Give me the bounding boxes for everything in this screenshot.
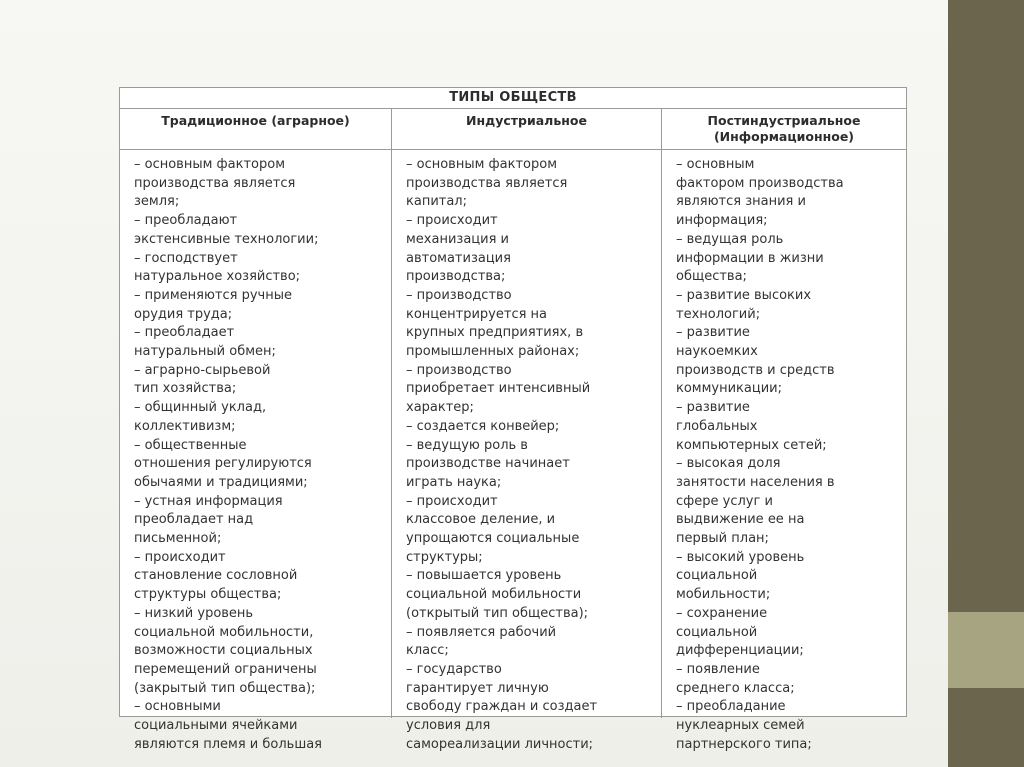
table-cell-line: становление сословной bbox=[134, 568, 298, 584]
table-cell-line: промышленных районах; bbox=[406, 344, 580, 360]
table-cell-line: занятости населения в bbox=[676, 474, 835, 490]
table-cell-line: – господствует bbox=[134, 250, 238, 266]
table-cell-line: тип хозяйства; bbox=[134, 381, 237, 397]
table-cell-line: – ведущую роль в bbox=[406, 437, 528, 453]
table-cell-line: гарантирует личную bbox=[406, 680, 549, 696]
table-cell-line: – аграрно-сырьевой bbox=[134, 362, 271, 378]
table-cell-line: – устная информация bbox=[134, 493, 283, 509]
column-traditional bbox=[120, 150, 391, 752]
table-cell-line: самореализации личности; bbox=[406, 736, 594, 752]
table-cell-line: земля; bbox=[134, 194, 180, 210]
table-cell-line: – основным фактором bbox=[134, 157, 286, 172]
table-cell-line: натуральный обмен; bbox=[134, 344, 276, 360]
table-cell-line: отношения регулируются bbox=[134, 456, 312, 472]
table-cell-line: мобильности; bbox=[676, 587, 771, 603]
table-cell-line: – преобладают bbox=[134, 213, 238, 229]
table-cell-line: являются знания и bbox=[676, 194, 806, 210]
table-cell-line: социальной мобильности bbox=[406, 587, 582, 603]
column-industrial bbox=[391, 150, 661, 752]
table-cell-line: производства является bbox=[134, 175, 296, 191]
table-cell-line: – низкий уровень bbox=[134, 605, 254, 621]
table-cell-line: информация; bbox=[676, 213, 768, 229]
table-cell-line: – общественные bbox=[134, 437, 247, 453]
table-title: ТИПЫ ОБЩЕСТВ bbox=[120, 88, 906, 109]
table-cell-line: партнерского типа; bbox=[676, 736, 812, 752]
table-cell-line: коммуникации; bbox=[676, 381, 783, 397]
table-cell-line: класс; bbox=[406, 643, 449, 659]
table-cell-line: обычаями и традициями; bbox=[134, 474, 308, 490]
table-cell-line: производства является bbox=[406, 175, 568, 191]
table-cell-line: – производство bbox=[406, 287, 512, 303]
table-cell-line: дифференциации; bbox=[676, 643, 804, 659]
table-cell-line: общества; bbox=[676, 269, 747, 285]
table-cell-line: крупных предприятиях, в bbox=[406, 325, 584, 341]
table-cell-line: глобальных bbox=[676, 418, 758, 434]
table-cell-line: натуральное хозяйство; bbox=[134, 269, 301, 285]
table-cell-line: – производство bbox=[406, 362, 512, 378]
table-cell-line: – применяются ручные bbox=[134, 287, 292, 303]
header-postindustrial: Постиндустриальное (Информационное) bbox=[661, 109, 906, 149]
table-cell-line: – развитие высоких bbox=[676, 287, 812, 303]
table-cell-line: социальной мобильности, bbox=[134, 624, 314, 640]
table-cell-line: приобретает интенсивный bbox=[406, 381, 591, 397]
table-cell-line: концентрируется на bbox=[406, 306, 548, 322]
table-cell-line: преобладает над bbox=[134, 512, 254, 528]
table-cell-line: – развитие bbox=[676, 325, 750, 341]
table-cell-line: – создается конвейер; bbox=[406, 418, 560, 434]
table-cell-line: характер; bbox=[406, 400, 474, 416]
table-cell-line: социальной bbox=[676, 624, 758, 640]
societies-table bbox=[119, 87, 907, 752]
table-cell-line: являются племя и большая bbox=[134, 736, 322, 752]
column-postindustrial bbox=[661, 150, 906, 752]
table-cell-line: – высокий уровень bbox=[676, 549, 805, 565]
slide-side-accent bbox=[948, 612, 1024, 688]
table-cell-line: – повышается уровень bbox=[406, 568, 562, 584]
table-cell-line: механизация и bbox=[406, 231, 509, 247]
table-cell-line: первый план; bbox=[676, 531, 769, 547]
header-industrial: Индустриальное bbox=[391, 109, 661, 149]
table-cell-line: – появляется рабочий bbox=[406, 624, 557, 640]
table-cell-line: производства; bbox=[406, 269, 506, 285]
table-cell-line: экстенсивные технологии; bbox=[134, 231, 319, 247]
table-cell-line: упрощаются социальные bbox=[406, 531, 580, 547]
table-cell-line: письменной; bbox=[134, 531, 222, 547]
header-traditional: Традиционное (аграрное) bbox=[161, 113, 350, 128]
table-cell-line: – высокая доля bbox=[676, 456, 781, 472]
table-cell-line: структуры; bbox=[406, 549, 483, 565]
table-cell-line: фактором производства bbox=[676, 175, 844, 191]
table-cell-line: – государство bbox=[406, 661, 502, 677]
table-cell-line: сфере услуг и bbox=[676, 493, 773, 509]
table-cell-line: перемещений ограничены bbox=[134, 661, 317, 677]
table-cell-line: – основным bbox=[676, 157, 755, 172]
table-cell-line: – сохранение bbox=[676, 605, 768, 621]
table-cell-line: выдвижение ее на bbox=[676, 512, 805, 528]
table-body-row bbox=[120, 150, 906, 752]
table-cell-line: технологий; bbox=[676, 306, 761, 322]
table-cell-line: – общинный уклад, bbox=[134, 400, 267, 416]
table-cell-line: производств и средств bbox=[676, 362, 835, 378]
table-cell-line: орудия труда; bbox=[134, 306, 233, 322]
table-cell-line: автоматизация bbox=[406, 250, 511, 266]
table-cell-line: среднего класса; bbox=[676, 680, 795, 696]
table-cell-line: – преобладание bbox=[676, 699, 786, 715]
table-cell-line: коллективизм; bbox=[134, 418, 236, 434]
table-cell-line: социальными ячейками bbox=[134, 718, 298, 734]
table-cell-line: свободу граждан и создает bbox=[406, 699, 598, 715]
table-cell-line: – появление bbox=[676, 661, 760, 677]
table-cell-line: – происходит bbox=[406, 213, 498, 229]
table-header-row bbox=[120, 109, 906, 150]
table-cell-line: компьютерных сетей; bbox=[676, 437, 827, 453]
table-cell-line: (открытый тип общества); bbox=[406, 605, 589, 621]
table-cell-line: классовое деление, и bbox=[406, 512, 556, 528]
table-cell-line: играть наука; bbox=[406, 474, 502, 490]
table-cell-line: нуклеарных семей bbox=[676, 718, 805, 734]
table-cell-line: наукоемких bbox=[676, 344, 758, 360]
table-cell-line: капитал; bbox=[406, 194, 467, 210]
table-cell-line: информации в жизни bbox=[676, 250, 824, 266]
table-cell-line: производстве начинает bbox=[406, 456, 570, 472]
table-cell-line: – ведущая роль bbox=[676, 231, 784, 247]
table-cell-line: – происходит bbox=[134, 549, 226, 565]
table-cell-line: – развитие bbox=[676, 400, 750, 416]
table-cell-line: (закрытый тип общества); bbox=[134, 680, 316, 696]
table-cell-line: – происходит bbox=[406, 493, 498, 509]
table-cell-line: – преобладает bbox=[134, 325, 235, 341]
table-cell-line: условия для bbox=[406, 718, 491, 734]
table-cell-line: – основными bbox=[134, 699, 221, 715]
table-cell-line: возможности социальных bbox=[134, 643, 313, 659]
table-cell-line: структуры общества; bbox=[134, 587, 282, 603]
table-cell-line: – основным фактором bbox=[406, 157, 558, 172]
table-cell-line: социальной bbox=[676, 568, 758, 584]
